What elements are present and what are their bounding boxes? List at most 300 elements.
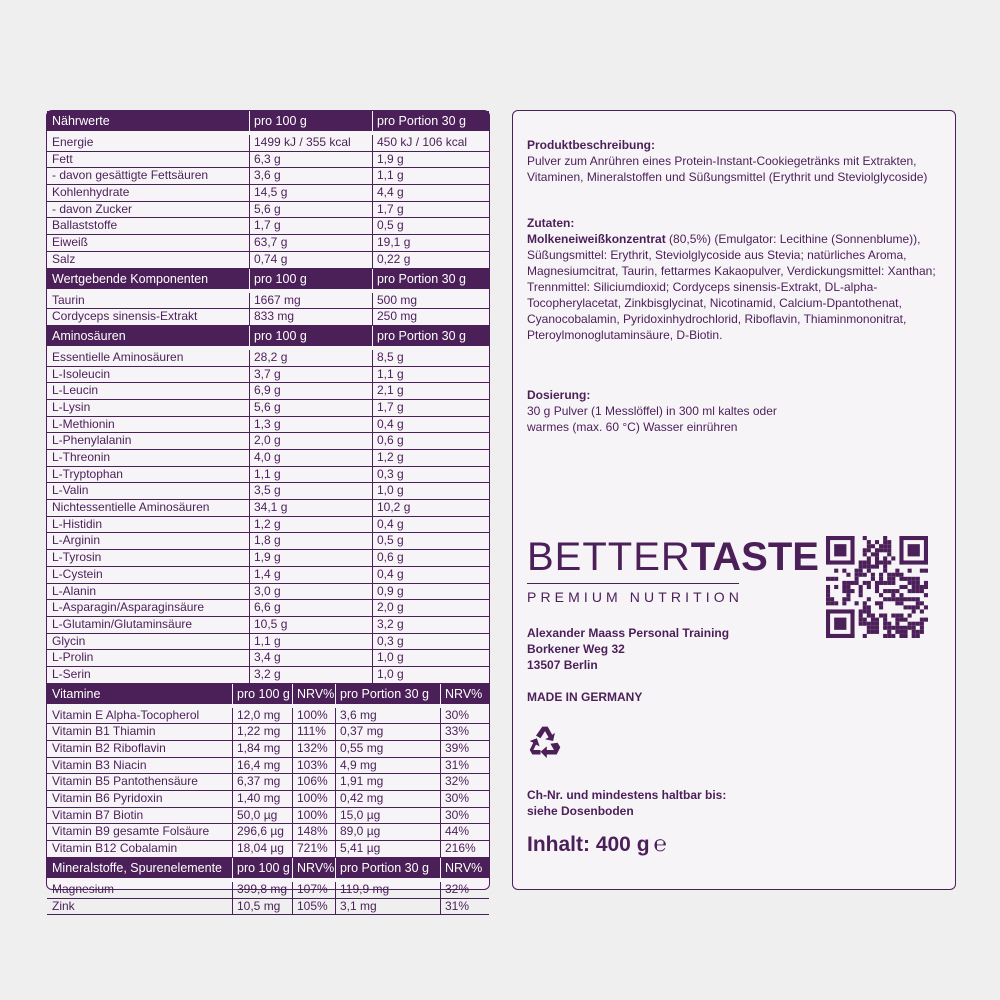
table-cell: L-Valin — [52, 483, 89, 498]
description-title: Produktbeschreibung: — [527, 138, 656, 152]
column-divider — [249, 135, 250, 151]
qr-module — [863, 548, 867, 552]
column-divider — [372, 483, 373, 499]
table-cell: 1,3 g — [254, 416, 281, 431]
qr-module — [904, 585, 908, 589]
table-cell: L-Arginin — [52, 533, 101, 548]
qr-module — [908, 614, 912, 618]
table-row — [47, 550, 489, 567]
qr-module — [826, 609, 855, 613]
qr-module — [863, 622, 867, 626]
qr-module — [879, 601, 883, 605]
table-cell: 0,4 g — [377, 516, 404, 531]
table-cell: 1,2 g — [377, 450, 404, 464]
qr-module — [908, 544, 920, 556]
qr-module — [875, 565, 879, 569]
table-cell: 0,6 g — [377, 550, 404, 565]
table-cell: 50,0 µg — [237, 807, 278, 822]
qr-module — [908, 581, 912, 585]
qr-module — [904, 634, 908, 638]
table-cell: 2,1 g — [377, 383, 404, 398]
table-cell: Vitamin B1 Thiamin — [52, 724, 156, 739]
table-cell: 0,4 g — [377, 416, 404, 431]
table-row — [47, 152, 489, 169]
dosage-line2: warmes (max. 60 °C) Wasser einrühren — [527, 420, 738, 434]
qr-module — [916, 589, 920, 593]
qr-module — [895, 626, 899, 630]
batch-line2: siehe Dosenboden — [527, 804, 634, 818]
table-cell: 1,22 mg — [237, 724, 281, 739]
column-divider — [335, 808, 336, 824]
qr-module — [859, 589, 863, 593]
column-divider — [292, 841, 293, 857]
qr-module — [887, 548, 891, 552]
table-row — [47, 517, 489, 534]
column-divider — [232, 758, 233, 774]
qr-module — [863, 601, 867, 605]
ingredients-title: Zutaten: — [527, 216, 575, 230]
qr-module — [826, 634, 855, 638]
qr-module — [875, 540, 879, 544]
column-divider — [292, 724, 293, 740]
dosage-title: Dosierung: — [527, 388, 591, 402]
qr-module — [879, 548, 883, 552]
qr-module — [912, 626, 916, 630]
table-cell: 100% — [297, 707, 328, 722]
qr-module — [859, 565, 863, 569]
qr-module — [842, 597, 846, 601]
qr-module — [916, 597, 920, 601]
table-cell: L-Serin — [52, 666, 91, 681]
qr-module — [887, 589, 891, 593]
table-cell: 1,0 g — [377, 650, 404, 665]
qr-module — [895, 597, 899, 601]
qr-module — [875, 630, 879, 634]
qr-module — [883, 540, 887, 544]
aminosaeuren-header — [47, 326, 489, 350]
table-cell: L-Asparagin/Asparaginsäure — [52, 600, 205, 615]
table-cell: 8,5 g — [377, 349, 404, 364]
qr-module — [887, 597, 891, 601]
table-cell: 3,1 mg — [340, 898, 377, 913]
column-divider — [372, 367, 373, 383]
column-divider — [372, 185, 373, 201]
column-divider — [249, 218, 250, 234]
table-row — [47, 899, 489, 916]
table-cell: Taurin — [52, 292, 85, 307]
qr-module — [834, 601, 838, 605]
qr-module — [899, 630, 903, 634]
recycle-icon — [527, 723, 563, 759]
qr-module — [879, 544, 883, 548]
column-divider — [335, 758, 336, 774]
qr-module — [883, 536, 887, 540]
column-divider — [372, 634, 373, 650]
table-cell: 100% — [297, 791, 328, 806]
qr-module — [859, 622, 863, 626]
table-cell: 1,2 g — [254, 516, 281, 531]
table-cell: 500 mg — [377, 292, 418, 307]
qr-module — [916, 630, 920, 634]
table-row — [47, 135, 489, 152]
table-cell: 0,5 g — [377, 533, 404, 548]
qr-module — [867, 630, 871, 634]
qr-module — [875, 622, 879, 626]
net-content-text: Inhalt: 400 g — [527, 833, 650, 856]
table-cell: 1,1 g — [377, 168, 404, 183]
qr-module — [842, 585, 846, 589]
column-divider — [372, 135, 373, 151]
column-divider — [335, 774, 336, 790]
komponenten-header-cell: pro Portion 30 g — [377, 271, 466, 286]
column-divider — [372, 309, 373, 325]
table-cell: 30% — [445, 791, 470, 806]
qr-module — [834, 585, 838, 589]
column-divider — [372, 168, 373, 184]
table-cell: Zink — [52, 898, 75, 913]
table-cell: 107% — [297, 881, 328, 896]
qr-module — [912, 585, 916, 589]
table-cell: Nichtessentielle Aminosäuren — [52, 500, 210, 515]
table-row — [47, 417, 489, 434]
column-divider — [232, 724, 233, 740]
qr-module — [891, 614, 895, 618]
table-row — [47, 185, 489, 202]
table-row — [47, 741, 489, 758]
mineralstoffe-header-cell: pro Portion 30 g — [340, 860, 429, 875]
table-cell: 6,9 g — [254, 383, 281, 398]
komponenten-header-cell: Wertgebende Komponenten — [52, 271, 209, 286]
table-cell: 2,0 g — [254, 433, 281, 448]
qr-module — [895, 573, 899, 577]
qr-module — [883, 560, 887, 564]
column-divider — [440, 899, 441, 915]
qr-module — [887, 626, 891, 630]
table-cell: 63,7 g — [254, 235, 288, 250]
table-cell: 721% — [297, 841, 328, 856]
column-divider — [249, 483, 250, 499]
column-divider — [232, 791, 233, 807]
qr-module — [826, 597, 830, 601]
qr-module — [867, 597, 871, 601]
qr-module — [875, 618, 879, 622]
qr-module — [826, 536, 855, 540]
mineralstoffe-header-cell: pro 100 g — [237, 860, 290, 875]
column-divider — [232, 824, 233, 840]
qr-module — [891, 589, 895, 593]
naehrwerte-header-cell: pro Portion 30 g — [377, 114, 466, 128]
qr-module — [895, 601, 899, 605]
column-divider — [335, 724, 336, 740]
qr-module — [883, 548, 887, 552]
table-cell: Vitamin B5 Pantothensäure — [52, 774, 198, 789]
column-divider — [249, 235, 250, 251]
table-cell: L-Alanin — [52, 583, 97, 598]
komponenten-header — [47, 269, 489, 293]
qr-module — [859, 585, 863, 589]
qr-code-icon[interactable] — [826, 536, 928, 638]
table-cell: Vitamin B6 Pyridoxin — [52, 791, 163, 806]
address — [527, 625, 729, 673]
qr-module — [867, 622, 871, 626]
qr-module — [867, 626, 871, 630]
column-divider — [249, 202, 250, 218]
qr-module — [867, 565, 871, 569]
table-cell: 5,6 g — [254, 399, 281, 414]
column-divider — [249, 350, 250, 366]
column-divider — [335, 824, 336, 840]
table-cell: L-Isoleucin — [52, 366, 111, 381]
table-cell: - davon Zucker — [52, 201, 133, 216]
qr-module — [904, 597, 908, 601]
column-divider — [249, 650, 250, 666]
table-cell: 6,37 mg — [237, 774, 281, 789]
qr-module — [924, 605, 928, 609]
table-cell: 1,1 g — [377, 366, 404, 381]
table-cell: 30% — [445, 707, 470, 722]
table-cell: 0,42 mg — [340, 791, 384, 806]
column-divider — [249, 367, 250, 383]
column-divider — [372, 533, 373, 549]
qr-module — [875, 601, 879, 605]
qr-module — [855, 569, 859, 573]
qr-module — [908, 589, 912, 593]
qr-module — [867, 609, 871, 613]
table-cell: 12,0 mg — [237, 707, 281, 722]
qr-module — [871, 573, 875, 577]
qr-module — [883, 634, 887, 638]
table-cell: Vitamin B3 Niacin — [52, 757, 147, 772]
table-cell: 5,6 g — [254, 201, 281, 216]
table-row — [47, 584, 489, 601]
column-divider — [292, 858, 293, 878]
qr-module — [879, 581, 883, 585]
column-divider — [440, 808, 441, 824]
qr-module — [891, 581, 895, 585]
qr-module — [859, 618, 863, 622]
column-divider — [372, 350, 373, 366]
table-row — [47, 634, 489, 651]
vitamine-header-cell: pro Portion 30 g — [340, 686, 429, 701]
column-divider — [372, 293, 373, 309]
qr-module — [855, 577, 859, 581]
table-row — [47, 483, 489, 500]
table-cell: 111% — [297, 724, 326, 739]
column-divider — [440, 824, 441, 840]
qr-module — [846, 589, 850, 593]
table-cell: 1,9 g — [377, 151, 404, 166]
table-row — [47, 350, 489, 367]
table-cell: 1,9 g — [254, 550, 281, 565]
qr-module — [912, 622, 916, 626]
column-divider — [249, 584, 250, 600]
table-cell: 833 mg — [254, 309, 295, 324]
table-row — [47, 235, 489, 252]
column-divider — [440, 841, 441, 857]
table-cell: Fett — [52, 151, 73, 166]
table-cell: 1,84 mg — [237, 741, 281, 755]
table-cell: 0,55 mg — [340, 741, 384, 755]
table-cell: Vitamin B12 Cobalamin — [52, 841, 178, 856]
column-divider — [440, 724, 441, 740]
table-row — [47, 218, 489, 235]
table-row — [47, 400, 489, 417]
column-divider — [249, 600, 250, 616]
vitamine-header-cell: Vitamine — [52, 686, 101, 701]
table-cell: 30% — [445, 807, 470, 822]
vitamine-header-cell: NRV% — [445, 686, 483, 701]
qr-module — [826, 593, 830, 597]
table-cell: 3,2 g — [254, 666, 281, 681]
column-divider — [249, 450, 250, 466]
column-divider — [249, 309, 250, 325]
mineralstoffe-header — [47, 858, 489, 882]
table-cell: 3,5 g — [254, 483, 281, 498]
product-info-panel — [512, 110, 956, 890]
qr-module — [924, 569, 928, 573]
table-cell: L-Tryptophan — [52, 466, 123, 481]
vitamine-header-cell: pro 100 g — [237, 686, 290, 701]
table-cell: Essentielle Aminosäuren — [52, 349, 184, 364]
qr-module — [920, 585, 924, 589]
table-row — [47, 724, 489, 741]
qr-module — [920, 601, 924, 605]
qr-module — [899, 560, 928, 564]
qr-module — [871, 630, 875, 634]
table-cell: 106% — [297, 774, 328, 789]
table-cell: Eiweiß — [52, 235, 89, 250]
qr-module — [908, 577, 912, 581]
table-cell: Vitamin B7 Biotin — [52, 807, 144, 822]
qr-module — [920, 618, 924, 622]
table-cell: 1,0 g — [377, 666, 404, 681]
qr-module — [904, 618, 908, 622]
table-cell: 6,6 g — [254, 600, 281, 615]
table-cell: 31% — [445, 898, 470, 913]
column-divider — [372, 235, 373, 251]
table-cell: 0,5 g — [377, 218, 404, 233]
mineralstoffe-header-cell: NRV% — [445, 860, 483, 875]
table-cell: 33% — [445, 724, 470, 739]
qr-module — [887, 630, 891, 634]
table-cell: 32% — [445, 774, 470, 789]
qr-module — [920, 609, 924, 613]
table-cell: L-Methionin — [52, 416, 115, 431]
column-divider — [249, 185, 250, 201]
qr-module — [908, 569, 912, 573]
column-divider — [372, 400, 373, 416]
qr-module — [871, 622, 875, 626]
qr-module — [850, 581, 854, 585]
qr-module — [891, 593, 895, 597]
qr-module — [871, 577, 875, 581]
qr-module — [883, 614, 887, 618]
qr-module — [887, 540, 891, 544]
column-divider — [232, 899, 233, 915]
column-divider — [440, 708, 441, 724]
qr-module — [850, 536, 854, 565]
qr-module — [842, 581, 846, 585]
qr-module — [920, 622, 924, 626]
column-divider — [335, 708, 336, 724]
column-divider — [232, 708, 233, 724]
qr-module — [863, 565, 867, 569]
qr-module — [830, 601, 834, 605]
column-divider — [292, 882, 293, 898]
table-cell: 250 mg — [377, 309, 418, 324]
table-cell: 1,0 g — [377, 483, 404, 498]
column-divider — [249, 269, 250, 289]
column-divider — [372, 417, 373, 433]
table-cell: 1,4 g — [254, 566, 281, 581]
table-cell: 1499 kJ / 355 kcal — [254, 135, 351, 149]
column-divider — [249, 500, 250, 516]
table-row — [47, 309, 489, 326]
column-divider — [232, 858, 233, 878]
qr-module — [846, 593, 850, 597]
qr-module — [899, 626, 903, 630]
table-cell: L-Glutamin/Glutaminsäure — [52, 616, 193, 631]
table-cell: 103% — [297, 757, 328, 772]
table-cell: L-Lysin — [52, 399, 91, 414]
column-divider — [440, 741, 441, 757]
table-cell: L-Tyrosin — [52, 550, 102, 565]
qr-module — [916, 585, 920, 589]
vitamine-header — [47, 684, 489, 708]
column-divider — [249, 667, 250, 683]
qr-module — [867, 544, 871, 548]
qr-module — [899, 536, 903, 565]
table-cell: 0,4 g — [377, 566, 404, 581]
qr-module — [908, 622, 912, 626]
table-cell: 3,4 g — [254, 650, 281, 665]
column-divider — [292, 708, 293, 724]
table-cell: 3,7 g — [254, 366, 281, 381]
table-cell: 1,1 g — [254, 633, 281, 648]
column-divider — [292, 791, 293, 807]
qr-module — [924, 585, 928, 589]
table-cell: 28,2 g — [254, 349, 288, 364]
nutrition-table-panel — [46, 110, 490, 913]
qr-module — [859, 609, 863, 613]
qr-module — [895, 569, 899, 573]
address-line1: Alexander Maass Personal Training — [527, 626, 730, 640]
table-cell: Ballaststoffe — [52, 218, 118, 233]
table-row — [47, 450, 489, 467]
table-row — [47, 293, 489, 310]
qr-module — [850, 589, 854, 593]
qr-module — [887, 573, 891, 577]
qr-module — [871, 614, 875, 618]
column-divider — [292, 758, 293, 774]
qr-module — [920, 626, 924, 630]
column-divider — [232, 684, 233, 704]
table-cell: 10,5 g — [254, 616, 288, 631]
column-divider — [372, 500, 373, 516]
table-cell: Glycin — [52, 633, 86, 648]
qr-module — [916, 622, 920, 626]
brand-tagline: PREMIUM NUTRITION — [527, 589, 743, 605]
table-cell: 1667 mg — [254, 292, 301, 307]
qr-module — [875, 552, 879, 556]
column-divider — [440, 684, 441, 704]
qr-module — [855, 581, 859, 585]
qr-module — [867, 569, 871, 573]
table-cell: L-Histidin — [52, 516, 103, 531]
qr-module — [846, 581, 850, 585]
qr-module — [908, 626, 912, 630]
qr-module — [924, 593, 928, 597]
